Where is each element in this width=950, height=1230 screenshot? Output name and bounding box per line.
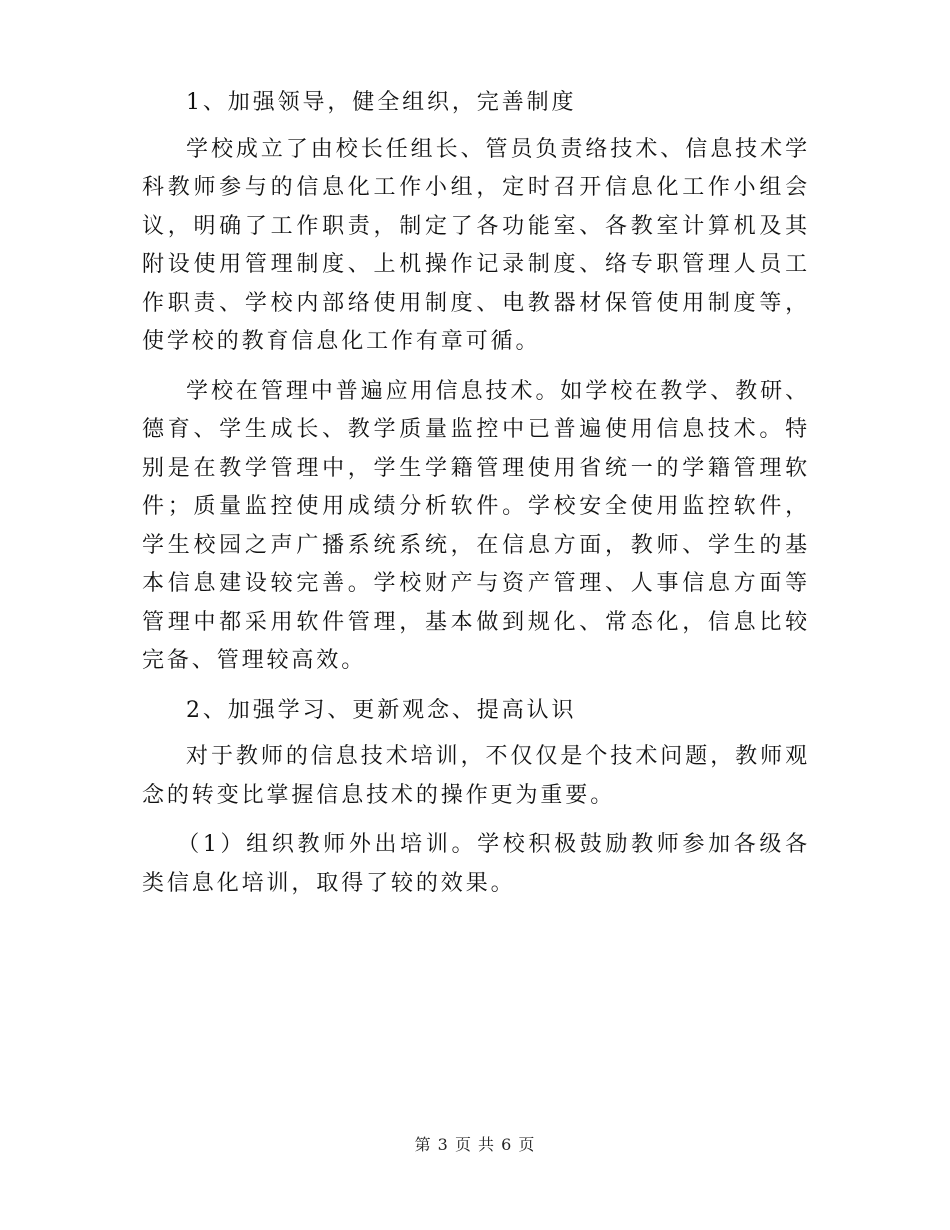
- page-footer: 第 3 页 共 6 页: [414, 1135, 536, 1154]
- document-body: [142, 84, 810, 914]
- body-paragraph-4: （1）组织教师外出培训。学校积极鼓励教师参加各级各类信息化培训，取得了较的效果。: [142, 832, 810, 896]
- body-paragraph-2: 学校在管理中普遍应用信息技术。如学校在教学、教研、德育、学生成长、教学质量监控中已普遍使用信息技术。特别是在教学管理中，学生学籍管理使用省统一的学籍管理软件；质量监控使用成绩分析软件。学校安全使用监控软件，学生校园之声广播系统系统，在信息方面，教师、学生的基本信息建设较完善。学校财产与资产管理、人事信息方面等管理中都采用软件管理，基本做到规化、常态化，信息比较完备、管理较高效。: [142, 378, 810, 673]
- section-heading-2: 2、加强学习、更新观念、提高认识: [186, 697, 577, 723]
- body-paragraph-1: 学校成立了由校长任组长、管员负责络技术、信息技术学科教师参与的信息化工作小组，定时召开信息化工作小组会议，明确了工作职责，制定了各功能室、各教室计算机及其附设使用管理制度、上机操作记录制度、络专职管理人员工作职责、学校内部络使用制度、电教器材保管使用制度等，使学校的教育信息化工作有章可循。: [142, 136, 810, 354]
- section-heading-1: 1、加强领导，健全组织，完善制度: [186, 90, 577, 115]
- body-paragraph-3: 对于教师的信息技术培训，不仅仅是个技术问题，教师观念的转变比掌握信息技术的操作更为重要。: [142, 744, 810, 808]
